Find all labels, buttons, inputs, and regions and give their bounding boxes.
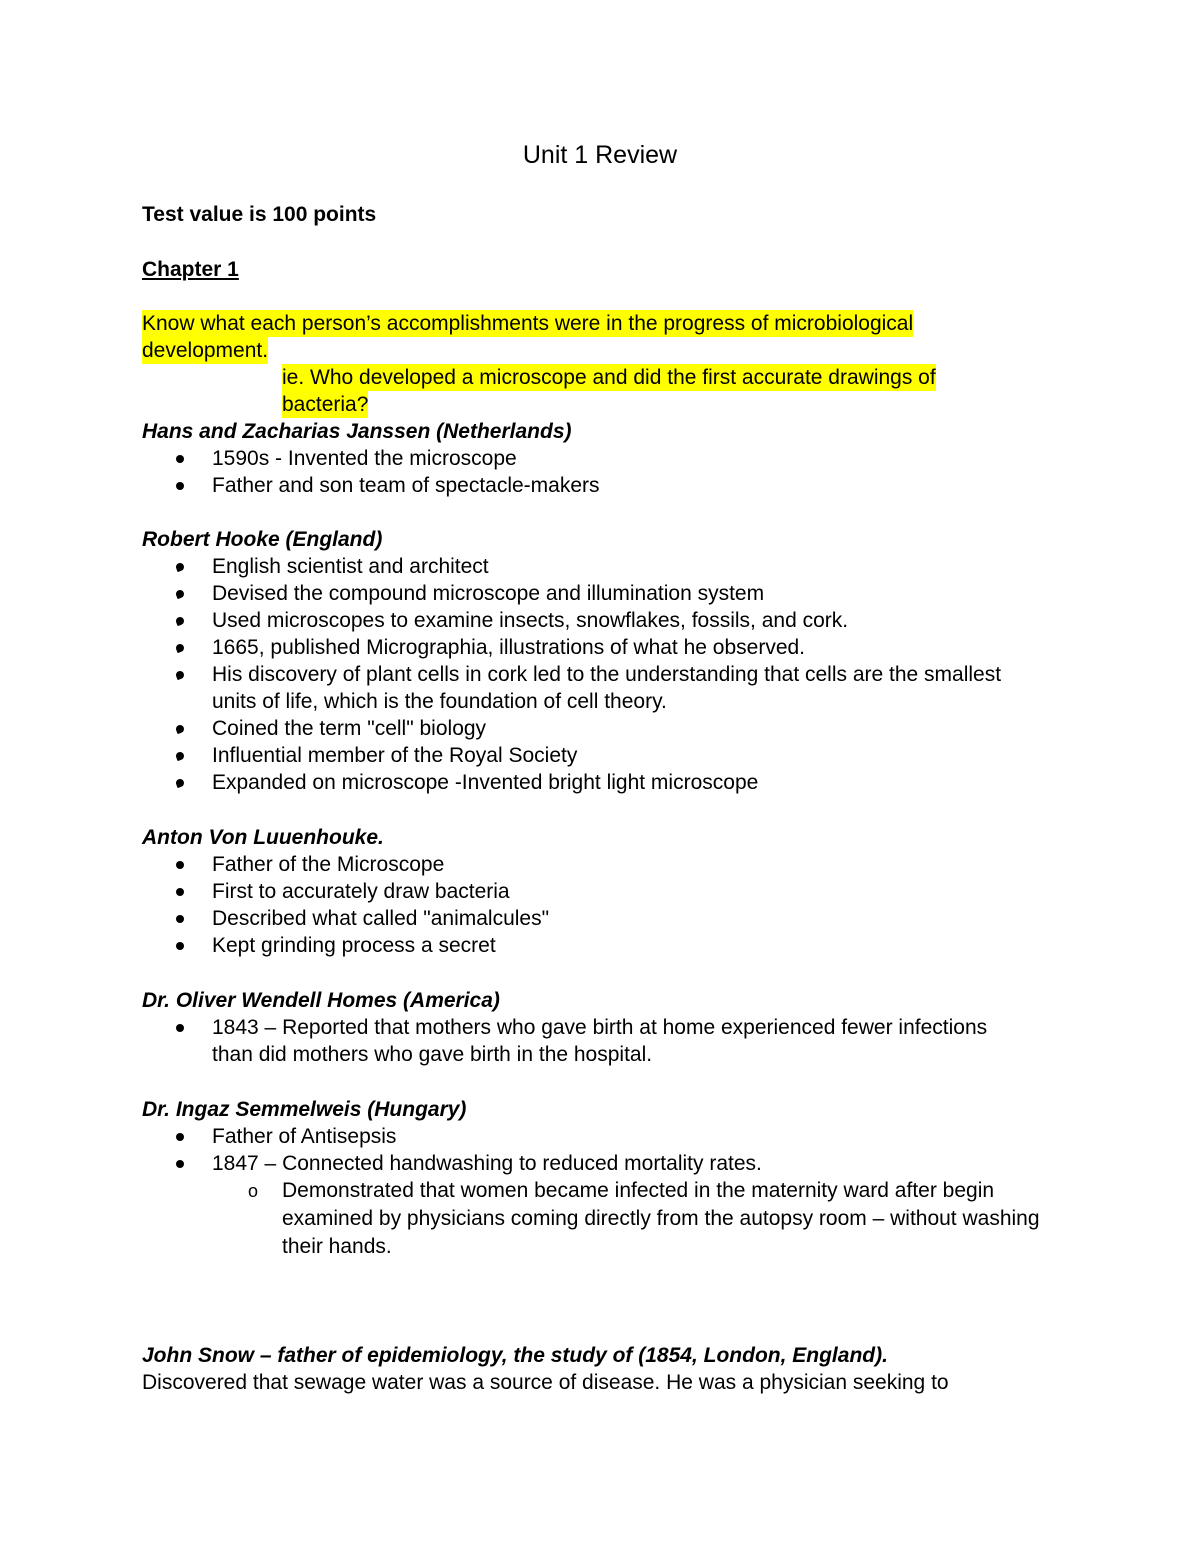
list-item: Described what called "animalcules" (142, 905, 1042, 932)
list-item: 1847 – Connected handwashing to reduced mortality rates. (142, 1150, 1042, 1177)
highlight-line-3: ie. Who developed a microscope and did the first accurate drawings of (282, 366, 936, 389)
section-heading: Dr. Ingaz Semmelweis (Hungary) (142, 1098, 467, 1121)
sub-list-item: o Demonstrated that women became infected in the maternity ward after begin examined by physicians coming directly from the autopsy room – without washing their hands. (142, 1177, 1042, 1261)
list-item: Influential member of the Royal Society (142, 742, 1022, 769)
list-item: Devised the compound microscope and illumination system (142, 580, 1022, 607)
bullet-list (142, 553, 1022, 796)
section-heading: Hans and Zacharias Janssen (Netherlands) (142, 420, 572, 443)
list-item: English scientist and architect (142, 553, 1022, 580)
section-heading: Dr. Oliver Wendell Homes (America) (142, 989, 500, 1012)
list-item: First to accurately draw bacteria (142, 878, 1042, 905)
highlight-line-4: bacteria? (282, 393, 369, 416)
section-heading: Anton Von Luuenhouke. (142, 826, 384, 849)
sub-bullet-list (142, 1177, 1042, 1261)
list-item: 1843 – Reported that mothers who gave birth at home experienced fewer infections than did mothers who gave birth in the hospital. (142, 1014, 992, 1068)
section-heading: Robert Hooke (England) (142, 528, 383, 551)
section-john-snow (142, 1342, 1062, 1396)
section-hooke (142, 526, 1022, 796)
list-item: Coined the term "cell" biology (142, 715, 1022, 742)
list-item: Expanded on microscope -Invented bright light microscope (142, 769, 1022, 796)
bullet-list (142, 1014, 992, 1068)
test-value: Test value is 100 points (142, 203, 377, 226)
highlight-line-2: development. (142, 339, 269, 362)
list-item: Used microscopes to examine insects, snowflakes, fossils, and cork. (142, 607, 1022, 634)
section-luuenhouke (142, 824, 1042, 959)
bullet-list (142, 1123, 1042, 1177)
page-title: Unit 1 Review (522, 141, 678, 169)
list-item: Father and son team of spectacle-makers (142, 472, 1042, 499)
list-item: Kept grinding process a secret (142, 932, 1042, 959)
section-holmes (142, 987, 992, 1068)
chapter-heading: Chapter 1 (142, 258, 239, 281)
bullet-list (142, 851, 1042, 959)
section-semmelweis (142, 1096, 1042, 1261)
body-text: Discovered that sewage water was a source of disease. He was a physician seeking to (142, 1371, 949, 1394)
section-heading: John Snow – father of epidemiology, the study of (1854, London, England). (142, 1344, 888, 1367)
list-item: Father of the Microscope (142, 851, 1042, 878)
list-item: Father of Antisepsis (142, 1123, 1042, 1150)
list-item: His discovery of plant cells in cork led to the understanding that cells are the smallest units of life, which is the foundation of cell theory. (142, 661, 1022, 715)
list-item: 1665, published Micrographia, illustrations of what he observed. (142, 634, 1022, 661)
highlight-line-1: Know what each person’s accomplishments were in the progress of microbiological (142, 312, 914, 335)
list-item: 1590s - Invented the microscope (142, 445, 1042, 472)
section-janssen (142, 418, 1042, 499)
bullet-list (142, 445, 1042, 499)
